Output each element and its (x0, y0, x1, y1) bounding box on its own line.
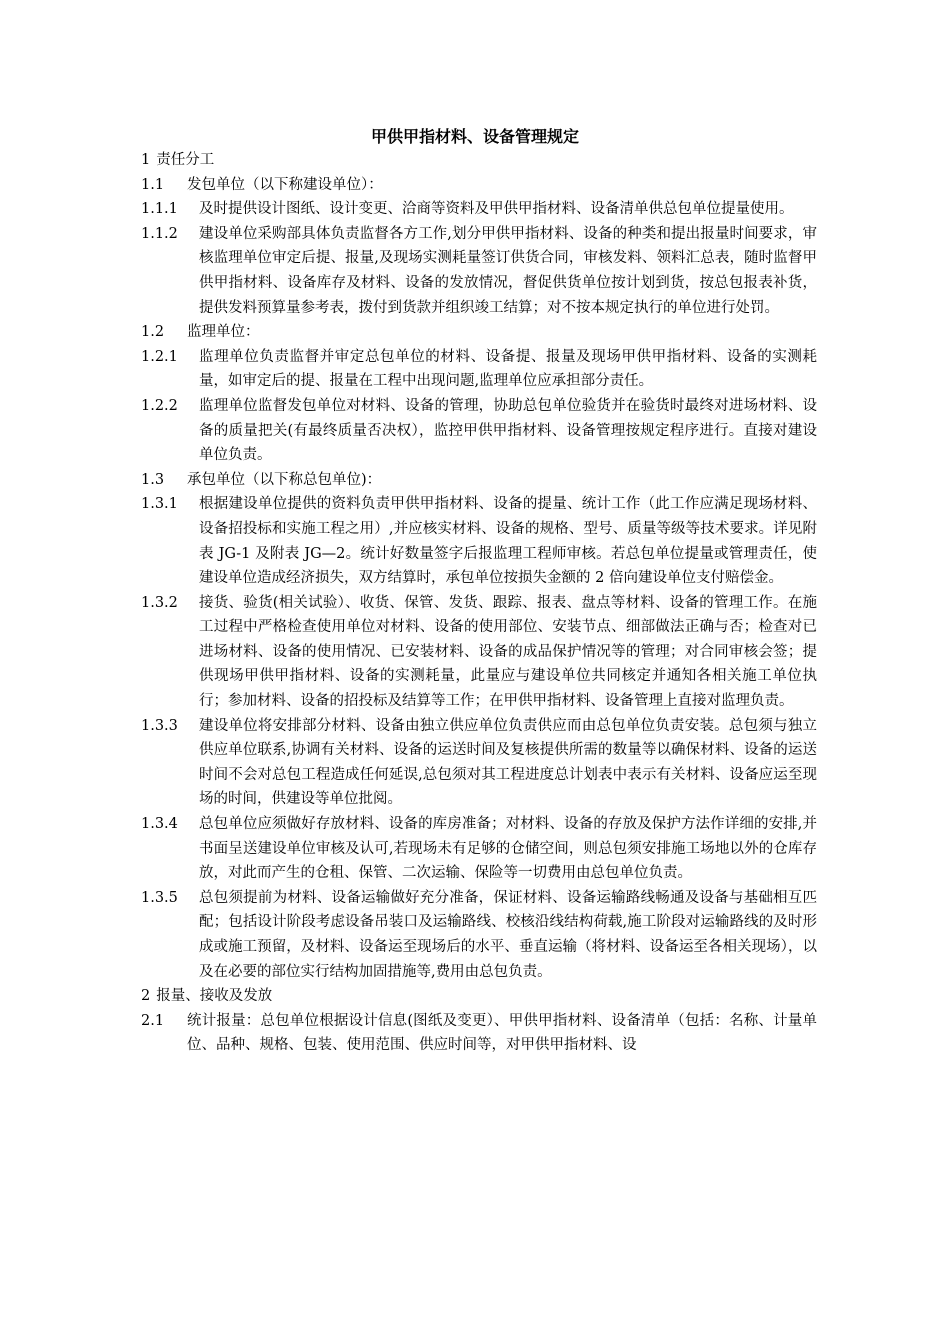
clause-text: 总包单位应须做好存放材料、设备的库房准备；对材料、设备的存放及保护方法作详细的安排,并书面呈送建设单位审核及认可,若现场未有足够的仓储空间，则总包须安排施工场地以外的仓库存放，对此而产生的仓租、保管、二次运输、保险等一切费用由总包单位负责。 (199, 816, 817, 882)
clause-row (141, 984, 817, 1009)
document-body (141, 148, 817, 1058)
clause-number: 1.1 (141, 176, 165, 193)
clause-row (141, 320, 817, 345)
clause-number: 1.1.1 (141, 201, 178, 218)
clause-text: 建设单位将安排部分材料、设备由独立供应单位负责供应而由总包单位负责安装。总包须与独立供应单位联系,协调有关材料、设备的运送时间及复核提供所需的数量等以确保材料、设备的运送时间不会对总包工程造成任何延误,总包须对其工程进度总计划表中表示有关材料、设备应运至现场的时间，供建设等单位批阅。 (199, 717, 817, 808)
clause-row (141, 468, 817, 493)
clause-row (141, 886, 817, 984)
clause-text: 建设单位采购部具体负责监督各方工作,划分甲供甲指材料、设备的种类和提出报量时间要求，审核监理单位审定后提、报量,及现场实测耗量签订供货合同，审核发料、领料汇总表，随时监督甲供甲指材料、设备库存及材料、设备的发放情况，督促供货单位按计划到货，按总包报表补货，提供发料预算量参考表，拨付到货款并组织竣工结算；对不按本规定执行的单位进行处罚。 (199, 225, 817, 316)
clause-row (141, 591, 817, 714)
clause-number: 1.1.2 (141, 225, 178, 242)
clause-number: 1.2.1 (141, 348, 178, 365)
clause-row (141, 394, 817, 468)
clause-text: 总包须提前为材料、设备运输做好充分准备，保证材料、设备运输路线畅通及设备与基础相互匹配；包括设计阶段考虑设备吊装口及运输路线、校核沿线结构荷载,施工阶段对运输路线的及时形成或施工预留，及材料、设备运至现场后的水平、垂直运输（将材料、设备运至各相关现场），以及在必要的部位实行结构加固措施等,费用由总包负责。 (199, 889, 817, 980)
clause-text: 监理单位监督发包单位对材料、设备的管理，协助总包单位验货并在验货时最终对进场材料、设备的质量把关(有最终质量否决权），监控甲供甲指材料、设备管理按规定程序进行。直接对建设单位负责。 (199, 397, 817, 464)
clause-text: 承包单位（以下称总包单位)： (187, 471, 382, 488)
clause-row (141, 714, 817, 812)
document-title: 甲供甲指材料、设备管理规定 (370, 127, 579, 146)
clause-number: 2.1 (141, 1012, 165, 1029)
clause-number: 1.3.3 (141, 717, 178, 734)
clause-row (141, 1009, 817, 1058)
clause-number: 1.3.1 (141, 496, 178, 513)
clause-text: 责任分工 (156, 152, 215, 168)
clause-text: 接货、验货(相关试验）、收货、保管、发货、跟踪、报表、盘点等材料、设备的管理工作。在施工过程中严格检查使用单位对材料、设备的使用部位、安装节点、细部做法正确与否；检查对已进场材料、设备的使用情况、已安装材料、设备的成品保护情况等的管理；对合同审核会签；提供现场甲供甲指材料、设备的实测耗量，此量应与建设单位共同核定并通知各相关施工单位执行；参加材料、设备的招投标及结算等工作；在甲供甲指材料、设备管理上直接对监理负责。 (199, 594, 817, 710)
clause-text: 发包单位（以下称建设单位）： (187, 176, 383, 193)
clause-number: 1.2.2 (141, 397, 178, 414)
clause-row (141, 492, 817, 590)
clause-number: 2 (141, 988, 151, 1005)
clause-text: 及时提供设计图纸、设计变更、洽商等资料及甲供甲指材料、设备清单供总包单位提量使用。 (199, 201, 794, 218)
clause-row (141, 222, 817, 320)
clause-row (141, 345, 817, 394)
clause-text: 监理单位： (187, 324, 260, 341)
clause-text: 根据建设单位提供的资料负责甲供甲指材料、设备的提量、统计工作（此工作应满足现场材料、设备招投标和实施工程之用）,并应核实材料、设备的规格、型号、质量等级等技术要求。详见附表 JG-1 及附表 JG—2。统计好数量签字后报监理工程师审核。若总包单位提量或管理责任，使建设单位造成经济损失，双方结算时，承包单位按损失金额的 2 倍向建设单位支付赔偿金。 (199, 496, 817, 587)
clause-row (141, 173, 817, 198)
clause-row (141, 148, 817, 173)
clause-number: 1 (141, 152, 151, 168)
clause-text: 统计报量：总包单位根据设计信息(图纸及变更）、甲供甲指材料、设备清单（包括：名称、计量单位、品种、规格、包装、使用范围、供应时间等，对甲供甲指材料、设 (187, 1012, 817, 1054)
clause-number: 1.2 (141, 324, 165, 341)
clause-number: 1.3 (141, 471, 165, 488)
clause-row (141, 812, 817, 886)
clause-row (141, 197, 817, 222)
clause-text: 报量、接收及发放 (156, 988, 273, 1005)
clause-number: 1.3.5 (141, 889, 178, 906)
clause-text: 监理单位负责监督并审定总包单位的材料、设备提、报量及现场甲供甲指材料、设备的实测耗量，如审定后的提、报量在工程中出现问题,监理单位应承担部分责任。 (199, 348, 817, 390)
clause-number: 1.3.2 (141, 594, 178, 611)
clause-number: 1.3.4 (141, 816, 178, 833)
